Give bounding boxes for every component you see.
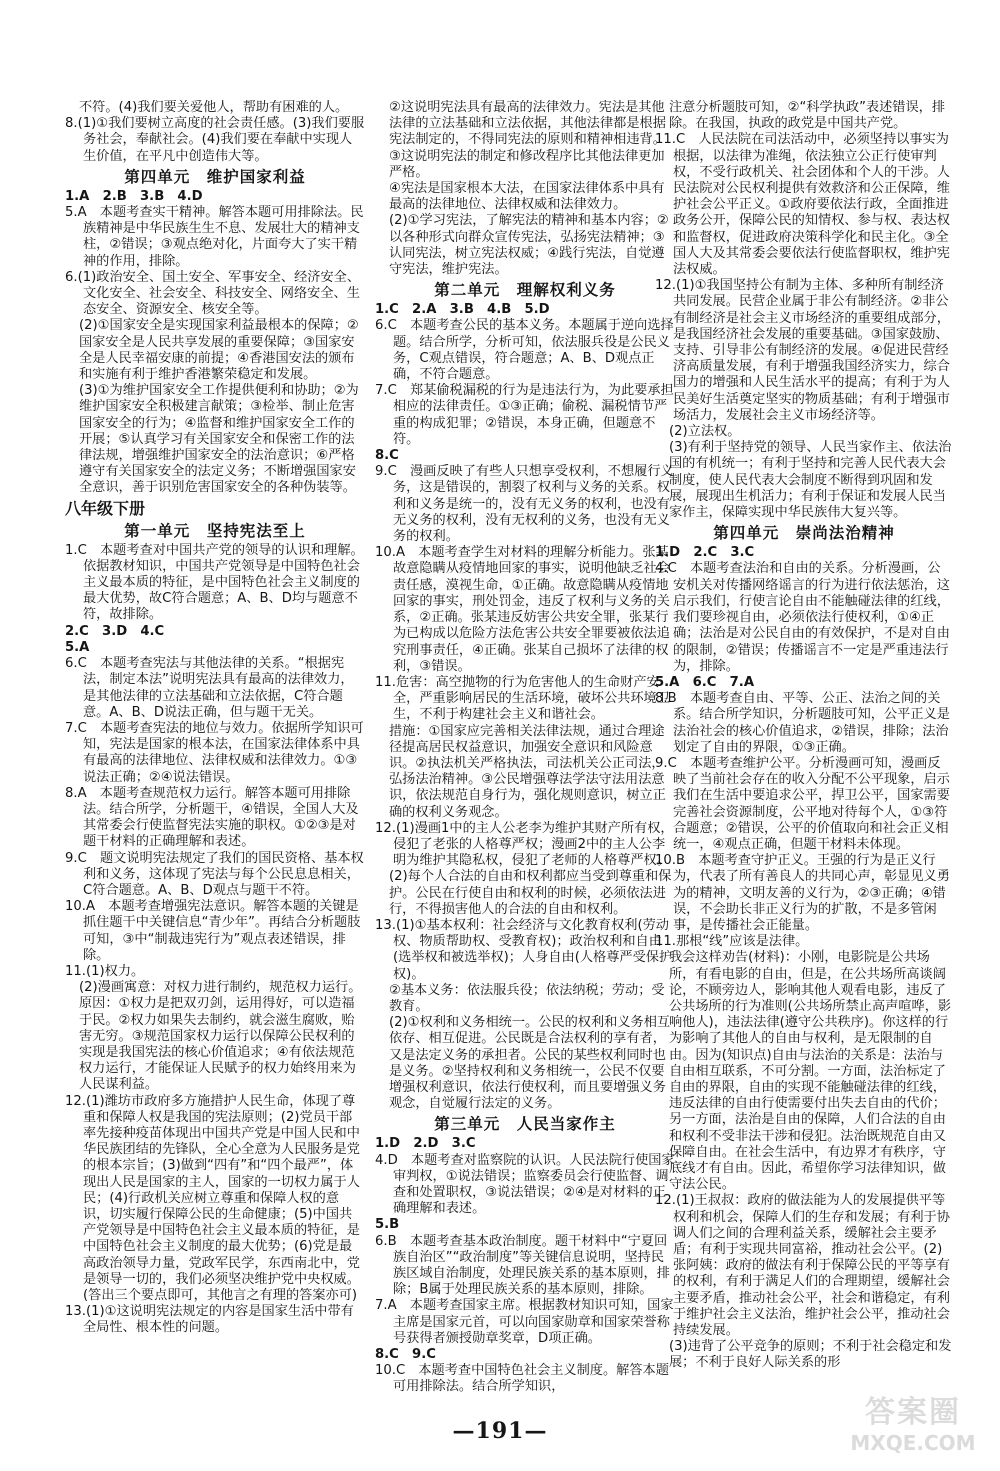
answer-paragraph: 9.C 本题考查维护公平。分析漫画可知，漫画反映了当前社会存在的收入分配不公平现象，启示我们在生活中要追求公平，捍卫公平，国家需要完善社会资源制度，公平地对待每个人，①③符合题意；②错误，公平的价值取向和社会正义相统一，④观点正确，但题干材料未体现。 bbox=[655, 755, 950, 852]
answer-paragraph: 7.C 本题考查宪法的地位与效力。依据所学知识可知，宪法是国家的根本法，在国家法律体系中具有最高的法律地位、法律权威和法律效力。①③说法正确；②④说法错误。 bbox=[65, 720, 364, 785]
answer-paragraph: 6.(1)政治安全、国土安全、军事安全、经济安全、文化安全、社会安全、科技安全、网络安全、生态安全、资源安全、核安全等。 bbox=[65, 269, 361, 318]
answer-paragraph: ②基本义务：依法服兵役；依法纳税；劳动；受教育。 bbox=[389, 982, 665, 1014]
answer-paragraph: (2)①国家安全是实现国家利益最根本的保障；②国家安全是人民共享发展的重要保障；③国家安全是人民幸福安康的前提；④香港国安法的颁布和实施有利于维护香港繁荣稳定和发展。 bbox=[79, 318, 359, 383]
answer-paragraph: 8.C bbox=[375, 448, 399, 464]
watermark-url: MXQE.COM bbox=[850, 1431, 976, 1455]
answer-paragraph: 11.(1)权力。 bbox=[65, 963, 145, 979]
answer-paragraph: 4.D 本题考查对监察院的认识。人民法院行使国家审判权，①说法错误；监察委员会行使监督、调查和处置职权，③说法错误；②④是对材料的正确理解和表述。 bbox=[375, 1152, 675, 1217]
answer-paragraph: 6.C 本题考查宪法与其他法律的关系。“根据宪法，制定本法”说明宪法具有最高的法律效力，是其他法律的立法基础和立法依据，C符合题意。A、B、D说法正确，但与题干无关。 bbox=[65, 656, 354, 720]
answer-paragraph: 6.B 本题考查基本政治制度。题干材料中“宁夏回族自治区”“政治制度”等关键信息说明，坚持民族区域自治制度，处理民族关系的基本原则，排除；B属于处理民族关系的基本原则，排除。 bbox=[375, 1233, 670, 1298]
answer-paragraph: 我会这样劝告(材料)：小刚，电影院是公共场所，有看电影的自由，但是，在公共场所高谈阔论，不顾旁边人，影响其他人观看电影，违反了公共场所的行为准则(公共场所禁止高声喧哗，影响他人)，违法法律(遵守公共秩序)。你这样的行为影响了其他人的自由与权利，是无限制的自由。因为(知识点)自由与法治的关系是：法治与自由相互联系，不可分割。一方面，法治标定了自由的界限，自由的实现不能触碰法律的红线，违反法律的自由行使需要付出失去自由的代价；另一方面，法治是自由的保障，人们合法的自由和权利不受非法干涉和侵犯。法治既规范自由又保障自由。在社会生活中，有边界才有秩序，守底线才有自由。因此，希望你学习法律知识，做守法公民。 bbox=[669, 950, 952, 1193]
unit-heading: 第一单元 坚持宪法至上 bbox=[124, 520, 306, 540]
unit-heading: 第二单元 理解权利义务 bbox=[434, 280, 616, 300]
unit-heading: 第四单元 崇尚法治精神 bbox=[713, 523, 895, 543]
answer-paragraph: 2.C 3.D 4.C bbox=[65, 623, 165, 639]
answer-paragraph: 10.C 本题考查中国特色社会主义制度。解答本题可用排除法。结合所学知识， bbox=[375, 1363, 669, 1395]
answer-paragraph: 1.D 2.D 3.C bbox=[375, 1136, 476, 1152]
unit-heading: 第四单元 维护国家利益 bbox=[124, 166, 306, 186]
answer-paragraph: 13.(1)①基本权利：社会经济与文化教育权利(劳动权、物质帮助权、受教育权)；政治权利和自由(选举权和被选举权)；人身自由(人格尊严受保护权)。 bbox=[375, 917, 673, 982]
answer-paragraph: (3)违背了公平竞争的原则；不利于社会稳定和发展；不利于良好人际关系的形 bbox=[669, 1339, 952, 1371]
answer-paragraph: 8.A 本题考查规范权力运行。解答本题可用排除法。结合所学，分析题干，④错误，全国人大及其常委会行使监督宪法实施的职权。①②③是对题干材料的正确理解和表述。 bbox=[65, 785, 359, 850]
left-column bbox=[65, 100, 365, 1405]
answer-paragraph: 8.C 9.C bbox=[375, 1347, 436, 1363]
answer-paragraph: 1.C 2.A 3.B 4.B 5.D bbox=[375, 302, 550, 318]
answer-paragraph: 注意分析题肢可知，②“科学执政”表述错误，排除。在我国，执政的政党是中国共产党。 bbox=[669, 100, 946, 132]
answer-paragraph: 12.(1)潍坊市政府多方施措护人民生命，体现了尊重和保障人权是我国的宪法原则；(2)党员干部率先接种疫苗体现出中国共产党是中国人民和中华民族团结的先锋队，全心全意为人民服务是党的根本宗旨；(3)做到“四有”和“四个最严”，体现出人民是国家的主人，国家的一切权力属于人民；(4)行政机关应树立尊重和保障人权的意识，切实履行保障公民的生命健康；(5)中国共产党领导是中国特色社会主义最本质的特征，是中国特色社会主义制度的最大优势；(6)党是最高政治领导力量，党政军民学，东西南北中，党是领导一切的，我们必须坚决维护党中央权威。(答出三个要点即可，其他言之有理的答案亦可) bbox=[65, 1093, 360, 1304]
answer-paragraph: 5.A 6.C 7.A bbox=[655, 674, 755, 690]
middle-column bbox=[375, 100, 675, 1405]
answer-paragraph: ②这说明宪法具有最高的法律效力。宪法是其他法律的立法基础和立法依据，其他法律都是根据宪法制定的，不得同宪法的原则和精神相违背。 bbox=[389, 100, 666, 148]
answer-paragraph: (3)①为维护国家安全工作提供便利和协助；②为维护国家安全积极建言献策；③检举、制止危害国家安全的行为；④监督和维护国家安全工作的开展；⑤认真学习有关国家安全和保密工作的法律法规，增强维护国家安全的法治意识；⑥严格遵守有关国家安全的法定义务；不断增强国家安全意识，善于识别危害国家安全的各种伪装等。 bbox=[79, 383, 359, 496]
answer-paragraph: 7.A 本题考查国家主席。根据教材知识可知，国家主席是国家元首，可以向国家勋章和国家荣誉称号获得者颁授勋章奖章，D项正确。 bbox=[375, 1298, 674, 1346]
answer-paragraph: 11.那根“线”应该是法律。 bbox=[655, 934, 809, 950]
answer-paragraph: 7.C 郑某偷税漏税的行为是违法行为，为此要承担相应的法律责任。①③正确；偷税、漏税情节严重的构成犯罪；②错误，本身正确，但题意不符。 bbox=[375, 383, 674, 447]
answer-paragraph: 12.(1)王叔叔：政府的做法能为人的发展提供平等权利和机会，保障人们的生存和发展；有利于协调人们之间的合理利益关系，缓解社会主要矛盾；有利于实现共同富裕，推动社会公平。(2)张阿姨：政府的做法有利于保障公民的平等享有的权利，有利于满足人们的合理期望，缓解社会主要矛盾，推动社会公平，社会和谐稳定，有利于维护社会主义法治，维护社会公平，推动社会持续发展。 bbox=[655, 1193, 950, 1339]
answer-paragraph: (3)有利于坚持党的领导、人民当家作主、依法治国的有机统一；有利于坚持和完善人民代表大会制度，使人民代表大会制度不断得到巩固和发展，展现出生机活力；有利于保证和发展人民当家作主，保障实现中华民族伟大复兴等。 bbox=[669, 440, 952, 521]
answer-paragraph: 1.C 本题考查对中国共产党的领导的认识和理解。依据教材知识，中国共产党领导是中国特色社会主义最本质的特征，是中国特色社会主义制度的最大优势，故C符合题意；A、B、D均与题意不符，故排除。 bbox=[65, 542, 364, 623]
answer-paragraph: 8.B 本题考查自由、平等、公正、法治之间的关系。结合所学知识，分析题肢可知，公平正义是法治社会的核心价值追求，②错误，排除；法治划定了自由的界限，①③正确。 bbox=[655, 691, 950, 755]
answer-paragraph: 措施：①国家应完善相关法律法规，通过合理途径提高居民权益意识，加强安全意识和风险意识。②执法机关严格执法，司法机关公正司法，弘扬法治精神。③公民增强尊法学法守法用法意识，依法规范自身行为，强化规则意识，树立正确的权利义务观念。 bbox=[389, 723, 666, 820]
answer-paragraph: (2)漫画寓意：对权力进行制约，规范权力运行。原因：①权力是把双刃剑，运用得好，可以造福于民。②权力如果失去制约，就会滋生腐败，贻害无穷。③规范国家权力运行以保障公民权利的实现是我国宪法的核心价值追求；④有依法规范权力运行，才能保证人民赋予的权力始终用来为人民谋利益。 bbox=[79, 980, 362, 1093]
answer-paragraph: 不符。(4)我们要关爱他人，帮助有困难的人。 bbox=[79, 100, 349, 115]
answer-paragraph: 9.C 漫画反映了有些人只想享受权利，不想履行义务，这是错误的，割裂了权利与义务的关系。权利和义务是统一的，没有无义务的权利，也没有无义务的权利，没有无权利的义务，也没有无义务的权利。 bbox=[375, 464, 674, 545]
unit-heading: 第三单元 人民当家作主 bbox=[434, 1114, 616, 1134]
answer-paragraph: 13.(1)①这说明宪法规定的内容是国家生活中带有全局性、根本性的问题。 bbox=[65, 1304, 354, 1336]
answer-paragraph: ③这说明宪法的制定和修改程序比其他法律更加严格。 bbox=[389, 148, 665, 180]
answer-paragraph: 6.C 本题考查公民的基本义务。本题属于逆向选择题。结合所学，分析可知，依法服兵役是公民义务，C观点错误，符合题意；A、B、D观点正确，不符合题意。 bbox=[375, 318, 674, 383]
watermark-logo bbox=[838, 1395, 988, 1465]
answer-paragraph: (2)立法权。 bbox=[669, 424, 741, 440]
answer-paragraph: 8.(1)①我们要树立高度的社会责任感。(3)我们要服务社会，奉献社会。(4)我们要在奉献中实现人生价值，在平凡中创造伟大等。 bbox=[65, 116, 365, 164]
answer-paragraph: 12.(1)①我国坚持公有制为主体、多种所有制经济共同发展。民营企业属于非公有制经济。②非公有制经济是社会主义市场经济的重要组成部分，是我国经济社会发展的重要基础。③国家鼓励、支持、引导非公有制经济的发展。④促进民营经济高质量发展，有利于增强我国经济实力，综合国力的增强和人民生活水平的提高；有利于为人民美好生活奠定坚实的物质基础；有利于增强市场活力，发展社会主义市场经济等。 bbox=[655, 278, 950, 423]
answer-paragraph: (2)①学习宪法，了解宪法的精神和基本内容；②以各种形式向群众宣传宪法，弘扬宪法精神；③认同宪法，树立宪法权威；④践行宪法，自觉遵守宪法，维护宪法。 bbox=[389, 213, 669, 278]
answer-paragraph: 10.A 本题考查增强宪法意识。解答本题的关键是抓住题干中关键信息“青少年”。再结合分析题肢可知，③中“制裁违宪行为”观点表述错误，排除。 bbox=[65, 899, 361, 963]
watermark-title: 答案圈 bbox=[865, 1395, 961, 1430]
answer-paragraph: 11.危害：高空抛物的行为危害他人的生命财产安全，严重影响居民的生活环境，破坏公共环境卫生，不利于构建社会主义和谐社会。 bbox=[375, 674, 670, 723]
answer-paragraph: 5.B bbox=[375, 1217, 400, 1233]
answer-paragraph: ④宪法是国家根本大法，在国家法律体系中具有最高的法律地位、法律权威和法律效力。 bbox=[389, 181, 665, 213]
grade-heading: 八年级下册 bbox=[65, 498, 146, 518]
answer-paragraph: (2)每个人合法的自由和权利都应当受到尊重和保护。公民在行使自由和权利的时候，必须依法进行，不得损害他人的合法的自由和权利。 bbox=[389, 869, 672, 917]
answer-paragraph: 10.A 本题考查学生对材料的理解分析能力。张某故意隐瞒从疫情地回家的事实，说明他缺乏社会责任感，漠视生命，①正确。故意隐瞒从疫情地回家的事实，刑处罚金，违反了权利与义务的关系，②正确。张某违反妨害公共安全罪，张某行为已构成以危险方法危害公共安全罪要被依法追究刑事责任，④正确。张某自己损坏了法律的权利，③错误。 bbox=[375, 545, 670, 674]
answer-paragraph: 4.C 本题考查法治和自由的关系。分析漫画，公安机关对传播网络谣言的行为进行依法惩治，这启示我们，行使言论自由不能触碰法律的红线，我们要珍视自由，必须依法行使权利，①④正确；法治是对公民自由的有效保护，不是对自由的限制，②错误；传播谣言不一定是严重违法行为，排除。 bbox=[655, 561, 950, 674]
right-column bbox=[655, 100, 953, 1405]
answer-paragraph: (2)①权利和义务相统一。公民的权利和义务相互依存、相互促进。公民既是合法权利的享有者，又是法定义务的承担者。公民的某些权利同时也是义务。②坚持权利和义务相统一，公民不仅要增强权利意识，依法行使权利，而且要增强义务观念，自觉履行法定的义务。 bbox=[389, 1015, 671, 1112]
answer-paragraph: 5.A bbox=[65, 639, 90, 655]
answer-paragraph: 9.C 题文说明宪法规定了我们的国民资格、基本权利和义务，这体现了宪法与每个公民息息相关，C符合题意。A、B、D观点与题干不符。 bbox=[65, 850, 364, 898]
page-number: —191— bbox=[452, 1418, 548, 1444]
answer-paragraph: 12.(1)漫画1中的主人公老李为维护其财产所有权，侵犯了老张的人格尊严权；漫画2中的主人公李明为维护其隐私权，侵犯了老师的人格尊严权。 bbox=[375, 820, 674, 869]
answer-paragraph: 5.A 本题考查实干精神。解答本题可用排除法。民族精神是中华民族生生不息、发展壮大的精神支柱，②错误；③观点绝对化，片面夸大了实干精神的作用，排除。 bbox=[65, 205, 364, 269]
answer-paragraph: 1.A 2.B 3.B 4.D bbox=[65, 188, 203, 204]
answer-paragraph: 11.C 人民法院在司法活动中，必须坚持以事实为根据，以法律为准绳，依法独立公正行使审判权，不受行政机关、社会团体和个人的干涉。人民法院对公民权利提供有效救济和公正保障，维护社会公平正义。①政府要依法行政，全面推进政务公开，保障公民的知情权、参与权、表达权和监督权，促进政府决策科学化和民主化。③全国人大及其常委会要依法行使监督职权，维护宪法权威。 bbox=[655, 132, 950, 278]
answer-paragraph: 1.D 2.C 3.C bbox=[655, 545, 755, 561]
answer-paragraph: 10.B 本题考查守护正义。王强的行为是正义行为，代表了所有善良人的共同心声，彰显见义勇为的精神，文明友善的义行为，②③正确；④错误，不会助长非正义行为的扩散，不是多管闲事，是传播社会正能量。 bbox=[655, 853, 950, 933]
